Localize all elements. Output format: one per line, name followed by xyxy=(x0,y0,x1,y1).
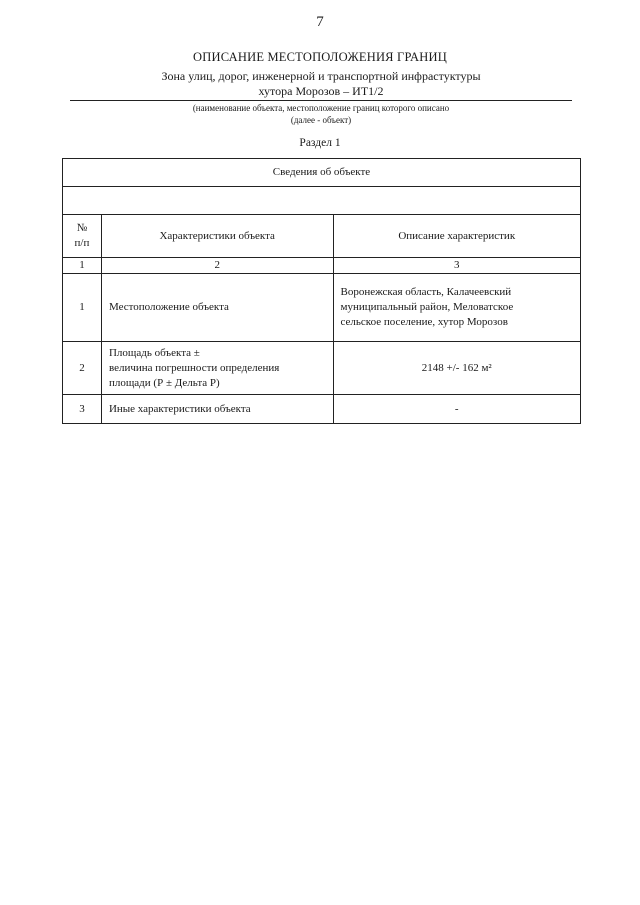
table-title-row xyxy=(63,159,581,187)
table-header-row xyxy=(63,215,581,258)
object-name xyxy=(70,69,572,101)
header-characteristic: Характеристики объекта xyxy=(101,215,333,258)
row-description-line: Воронежская область, Калачеевский xyxy=(340,286,512,298)
page-number: 7 xyxy=(316,14,324,30)
table-row xyxy=(63,395,581,424)
table-empty-cell xyxy=(63,187,581,215)
column-number: 2 xyxy=(101,258,333,274)
header-num-line: № xyxy=(76,222,88,234)
header-description: Описание характеристик xyxy=(333,215,581,258)
header-num-line: п/п xyxy=(74,237,90,249)
section-title: Раздел 1 xyxy=(299,137,341,149)
row-characteristic-line: Иные характеристики объекта xyxy=(108,402,251,415)
row-characteristic xyxy=(101,395,333,424)
object-caption-line: (далее - объект) xyxy=(290,115,352,125)
row-description-line: муниципальный район, Меловатское xyxy=(340,301,514,313)
object-info-table xyxy=(62,158,581,424)
header-num xyxy=(63,215,102,258)
row-description-line: сельское поселение, хутор Морозов xyxy=(340,316,508,328)
document-title: ОПИСАНИЕ МЕСТОПОЛОЖЕНИЯ ГРАНИЦ xyxy=(193,50,447,64)
row-num: 1 xyxy=(63,274,102,342)
column-numbers-row xyxy=(63,258,581,274)
row-num: 2 xyxy=(63,342,102,395)
table-row xyxy=(63,342,581,395)
object-caption xyxy=(70,102,572,126)
row-description xyxy=(333,395,581,424)
row-num: 3 xyxy=(63,395,102,424)
column-number: 1 xyxy=(63,258,102,274)
row-description-line: 2148 +/- 162 м² xyxy=(421,361,492,374)
row-characteristic xyxy=(101,342,333,395)
row-description-line: - xyxy=(454,402,459,415)
row-description xyxy=(333,274,581,342)
row-characteristic-line: Площадь объекта ± xyxy=(108,346,200,359)
row-characteristic xyxy=(101,274,333,342)
table-row xyxy=(63,274,581,342)
table-title: Сведения об объекте xyxy=(63,159,581,187)
row-characteristic-line: величина погрешности определения xyxy=(108,361,280,374)
object-caption-line: (наименование объекта, местоположение границ которого описано xyxy=(192,103,450,113)
column-number: 3 xyxy=(333,258,581,274)
table-empty-row xyxy=(63,187,581,215)
row-characteristic-line: площади (Р ± Дельта Р) xyxy=(108,376,220,389)
row-description xyxy=(333,342,581,395)
object-name-line: хутора Морозов – ИТ1/2 xyxy=(258,84,384,98)
row-characteristic-line: Местоположение объекта xyxy=(108,301,229,313)
object-name-line: Зона улиц, дорог, инженерной и транспортной инфрастуктуры xyxy=(161,69,481,83)
